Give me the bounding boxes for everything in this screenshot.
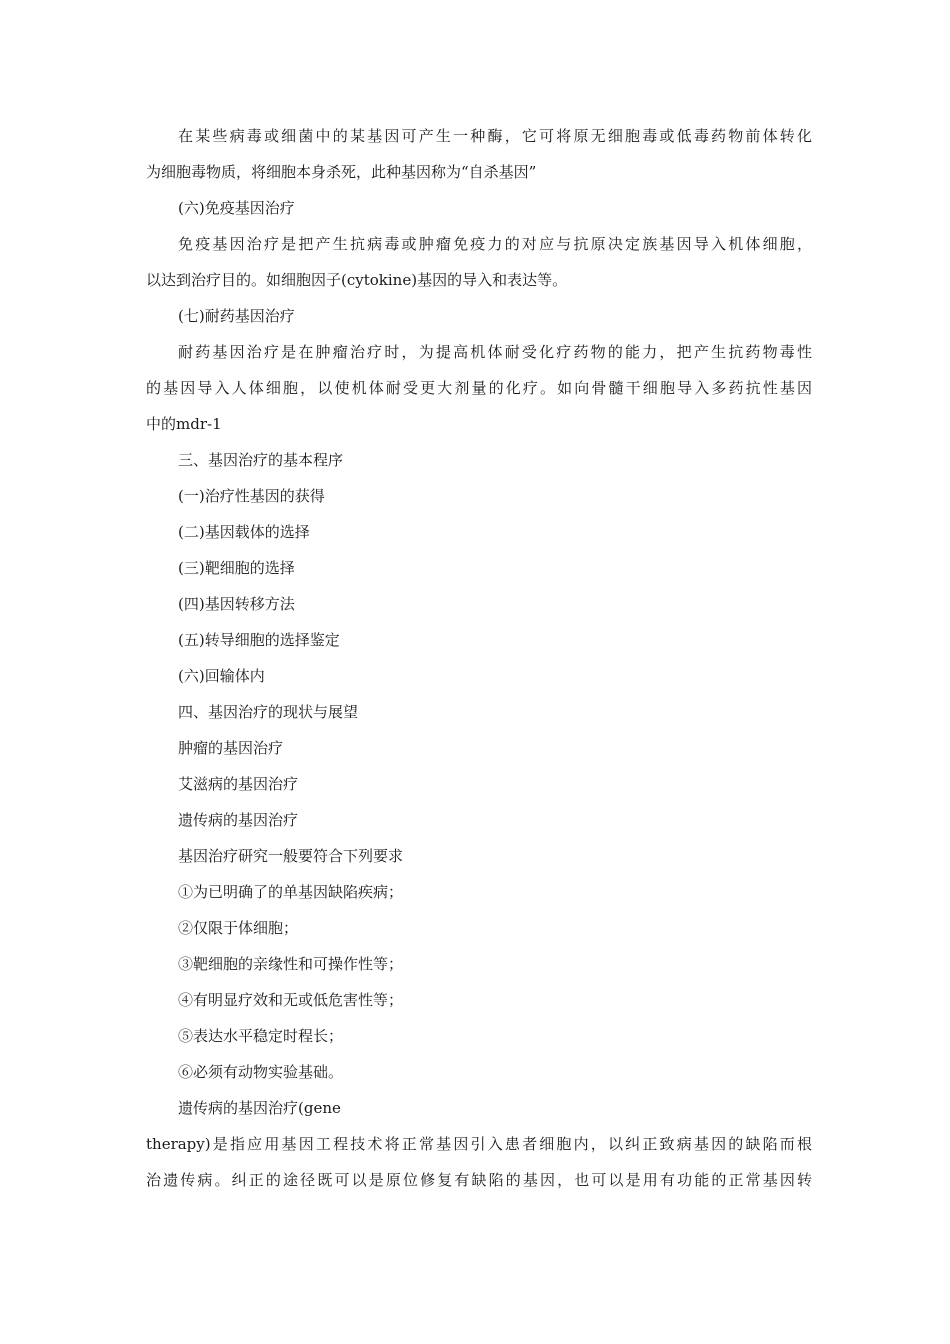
paragraph-line: 的基因导入人体细胞，以使机体耐受更大剂量的化疗。如向骨髓干细胞导入多药抗性基因 [146,379,812,397]
paragraph-line: 为细胞毒物质，将细胞本身杀死，此种基因称为“自杀基因” [146,163,537,181]
paragraph-line: 在某些病毒或细菌中的某基因可产生一种酶，它可将原无细胞毒或低毒药物前体转化 [178,127,812,145]
list-item: ⑥必须有动物实验基础。 [178,1063,344,1081]
list-item: (一)治疗性基因的获得 [178,487,325,505]
section-heading: 三、基因治疗的基本程序 [178,451,344,469]
paragraph-line: 耐药基因治疗是在肿瘤治疗时，为提高机体耐受化疗药物的能力，把产生抗药物毒性 [178,343,812,361]
section-heading: 四、基因治疗的现状与展望 [178,703,359,721]
paragraph-line: 基因治疗研究一般要符合下列要求 [178,847,404,865]
paragraph-line: 治遗传病。纠正的途径既可以是原位修复有缺陷的基因，也可以是用有功能的正常基因转 [146,1171,812,1189]
section-heading: (七)耐药基因治疗 [178,307,295,325]
paragraph-line: 以达到治疗目的。如细胞因子(cytokine)基因的导入和表达等。 [146,271,568,289]
list-item: 艾滋病的基因治疗 [178,775,299,793]
paragraph-line: 遗传病的基因治疗(gene [178,1099,341,1117]
paragraph-line: therapy)是指应用基因工程技术将正常基因引入患者细胞内，以纠正致病基因的缺陷而根 [146,1135,812,1153]
list-item: ④有明显疗效和无或低危害性等； [178,991,404,1009]
section-heading: (六)免疫基因治疗 [178,199,295,217]
list-item: ①为已明确了的单基因缺陷疾病； [178,883,404,901]
list-item: ③靶细胞的亲缘性和可操作性等； [178,955,404,973]
paragraph-line: 中的mdr-1 [146,415,222,433]
list-item: (五)转导细胞的选择鉴定 [178,631,340,649]
list-item: (二)基因载体的选择 [178,523,310,541]
list-item: (四)基因转移方法 [178,595,295,613]
list-item: (六)回输体内 [178,667,265,685]
list-item: 肿瘤的基因治疗 [178,739,284,757]
list-item: ②仅限于体细胞； [178,919,299,937]
paragraph-line: 免疫基因治疗是把产生抗病毒或肿瘤免疫力的对应与抗原决定族基因导入机体细胞， [178,235,812,253]
list-item: ⑤表达水平稳定时程长； [178,1027,344,1045]
document-body [146,118,812,1198]
list-item: (三)靶细胞的选择 [178,559,295,577]
list-item: 遗传病的基因治疗 [178,811,299,829]
